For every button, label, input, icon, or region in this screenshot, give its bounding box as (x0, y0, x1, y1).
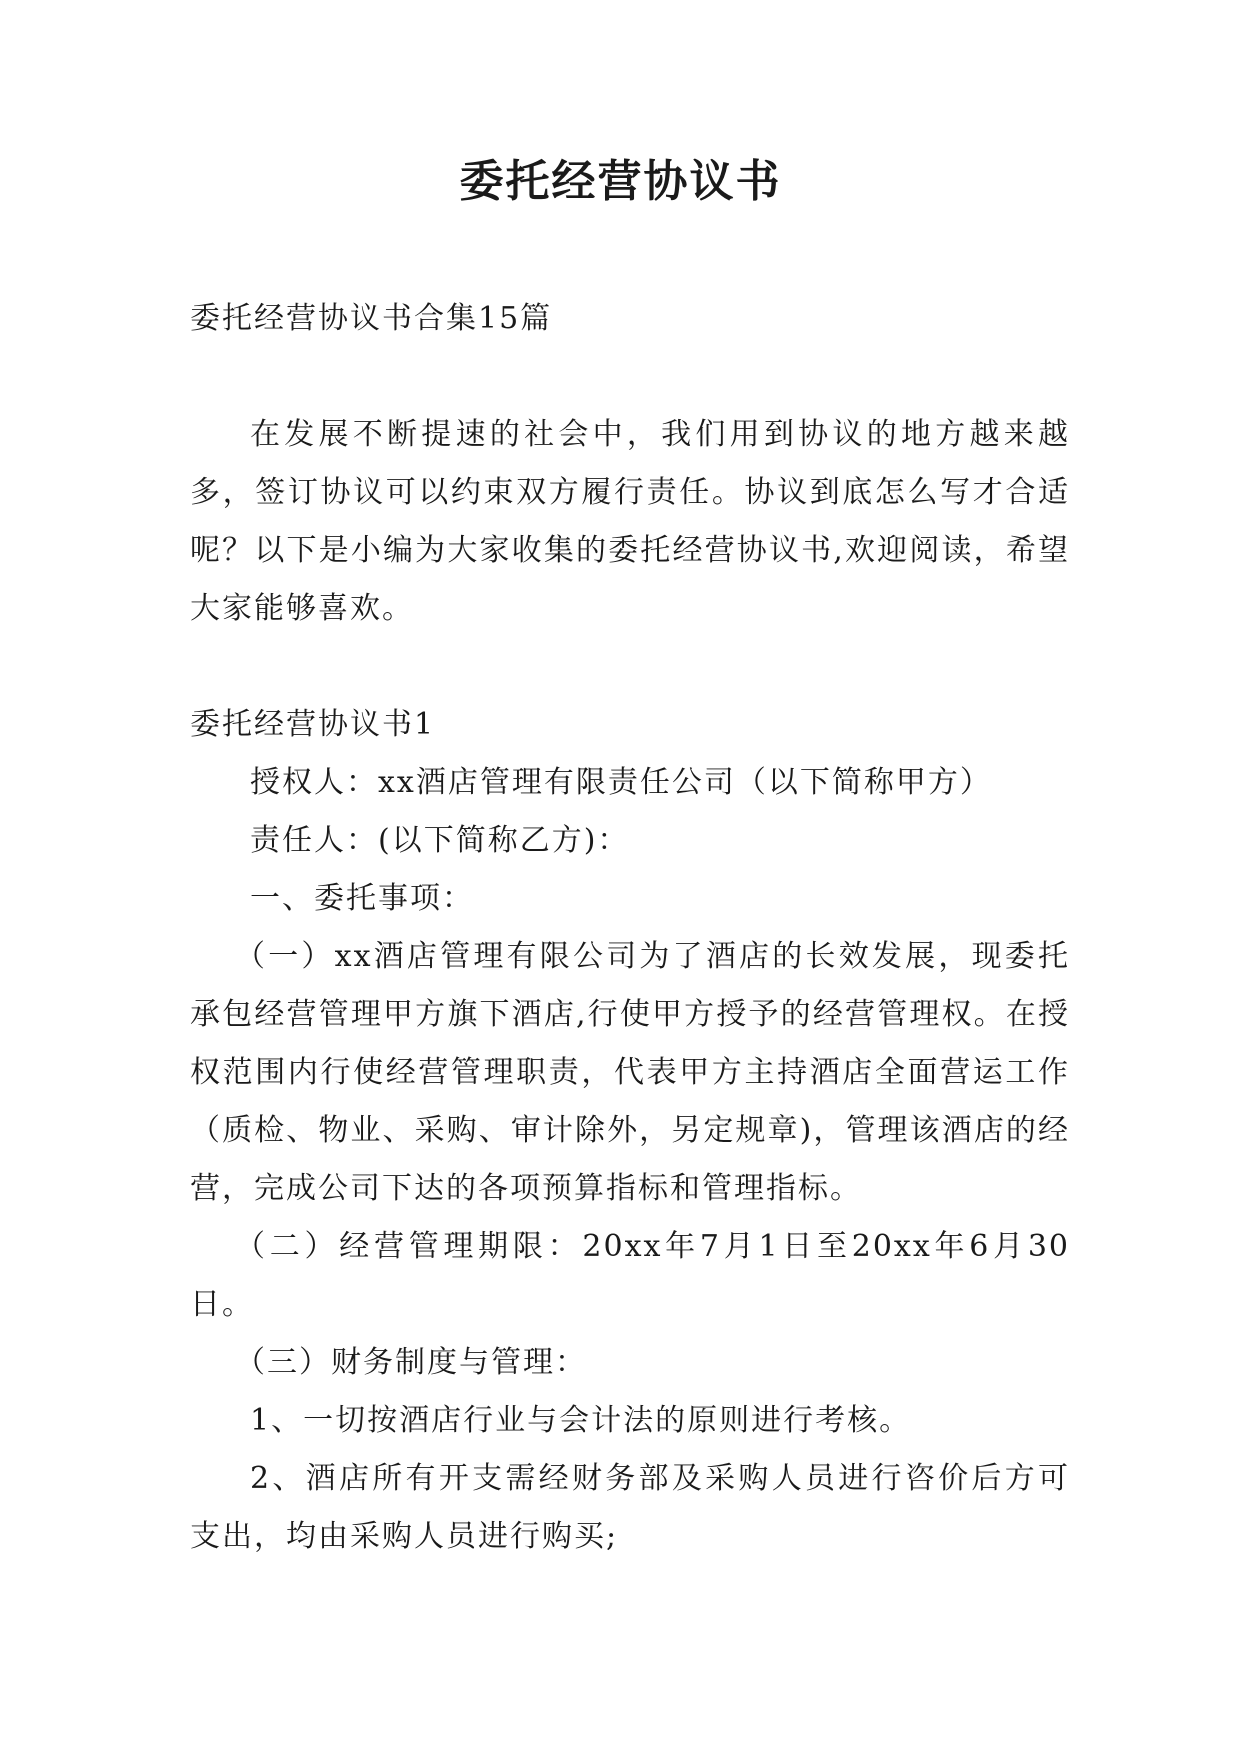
paragraph-rule-2: 2、酒店所有开支需经财务部及采购人员进行咨价后方可支出，均由采购人员进行购买; (190, 1461, 1070, 1554)
paragraph-item-1: （一）xx酒店管理有限公司为了酒店的长效发展，现委托承包经营管理甲方旗下酒店,行使甲方授予的经营管理权。在授权范围内行使经营管理职责，代表甲方主持酒店全面营运工作（质检、物业、采购、审计除外，另定规章)，管理该酒店的经营，完成公司下达的各项预算指标和管理指标。 (190, 939, 1070, 1206)
paragraph-item-2: （二）经营管理期限：20xx年7月1日至20xx年6月30日。 (190, 1229, 1070, 1322)
intro-paragraph: 在发展不断提速的社会中，我们用到协议的地方越来越多，签订协议可以约束双方履行责任。协议到底怎么写才合适呢？以下是小编为大家收集的委托经营协议书,欢迎阅读，希望大家能够喜欢。 (190, 417, 1070, 626)
spacer (190, 638, 1070, 696)
paragraph-responsible-party: 责任人：(以下简称乙方)： (250, 823, 630, 858)
paragraph-item-3: （三）财务制度与管理： (235, 1345, 587, 1380)
paragraph-grantor: 授权人：xx酒店管理有限责任公司（以下简称甲方） (250, 765, 992, 800)
section-heading: 委托经营协议书1 (190, 707, 436, 742)
paragraph-rule-1: 1、一切按酒店行业与会计法的原则进行考核。 (250, 1403, 912, 1438)
document-title: 委托经营协议书 (459, 156, 782, 207)
document-subtitle: 委托经营协议书合集15篇 (190, 301, 553, 336)
document-body (190, 290, 1070, 1566)
spacer (190, 348, 1070, 406)
paragraph-entrusted-matters-heading: 一、委托事项： (250, 881, 474, 916)
